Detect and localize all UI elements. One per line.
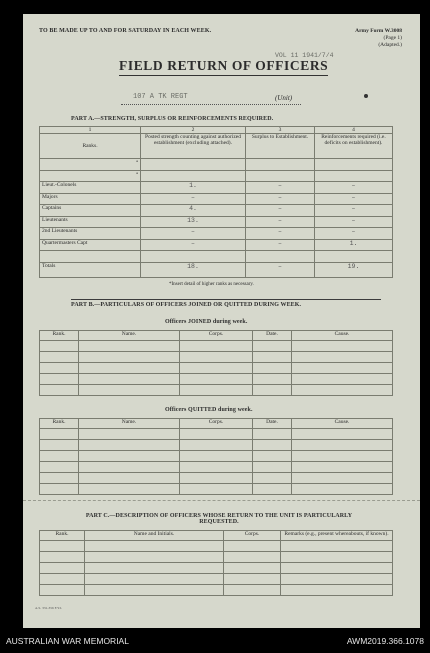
col-header: Posted strength counting against authorized establishment (excluding attached). (141, 134, 246, 159)
totals-label: Totals (40, 262, 141, 277)
totals-surplus: – (246, 262, 315, 277)
partA-heading: PART A.—STRENGTH, SURPLUS OR REINFORCEMENTS REQUIRED. (71, 116, 274, 122)
form-page: (Page 1) (383, 35, 402, 41)
posted-cell: – (141, 193, 246, 205)
fold-line (23, 500, 420, 501)
totals-posted: 18. (141, 262, 246, 277)
partC-heading (49, 513, 389, 525)
unit-label: (Unit) (275, 94, 293, 102)
col-header: Cause. (292, 331, 393, 341)
form-note: (Adapted.) (378, 42, 402, 48)
reinf-cell: – (315, 182, 393, 194)
totals-row (40, 262, 393, 277)
quitted-title: Officers QUITTED during week. (165, 407, 253, 413)
posted-cell: 13. (141, 216, 246, 228)
table-row (40, 193, 393, 205)
posted-cell: – (141, 239, 246, 251)
table-row (40, 205, 393, 217)
col-header: Name and Initials. (85, 531, 224, 541)
table-row (40, 182, 393, 194)
posted-cell: 4. (141, 205, 246, 217)
col-header: Date. (253, 419, 292, 429)
reinf-cell: 1. (315, 239, 393, 251)
table-row (40, 239, 393, 251)
table-row (40, 216, 393, 228)
rank-cell: 2nd Lieutenants (40, 228, 141, 240)
totals-reinf: 19. (315, 262, 393, 277)
posted-cell: 1. (141, 182, 246, 194)
partC-table (39, 530, 393, 596)
joined-table (39, 330, 393, 396)
joined-title: Officers JOINED during week. (165, 319, 248, 325)
rank-cell: Lieut.-Colonels (40, 182, 141, 194)
reinf-cell: – (315, 205, 393, 217)
page-title: FIELD RETURN OF OFFICERS (119, 58, 328, 76)
surplus-cell: – (246, 228, 315, 240)
surplus-cell: – (246, 216, 315, 228)
col-header: Cause. (292, 419, 393, 429)
unit-value: 107 A TK REGT (133, 93, 188, 101)
partA-table: 1 2 3 4 Ranks. Posted strength counting against authorized establishment (excluding attached). Surplus to Establishment. Reinforcements required (i.e. deficits on establishment). • • Lieut.-Colonels 1. – – Majors – – – Captains 4. – – Lieutenants 13. – – 2nd Lieutenants – – – Quartermasters Capt – – 1. Totals 18. – 19. (39, 126, 393, 278)
col-header: Rank. (40, 531, 85, 541)
col-header: Remarks (e.g., present whereabouts, if known). (281, 531, 393, 541)
footnote: *Insert detail of higher ranks as necessary. (169, 282, 254, 287)
col-header: Corps. (180, 419, 253, 429)
col-header: Reinforcements required (i.e. deficits on establishment). (315, 134, 393, 159)
col-header: Surplus to Establishment. (246, 134, 315, 159)
col-number: 1 (40, 127, 141, 134)
partC-heading-line2: REQUESTED. (199, 519, 239, 525)
form-name: Army Form W.3008 (355, 28, 402, 34)
rank-cell: Majors (40, 193, 141, 205)
archive-stamp: VOL 11 1941/7/4 (275, 52, 334, 59)
col-header: Date. (253, 331, 292, 341)
surplus-cell: – (246, 205, 315, 217)
quitted-table (39, 418, 393, 495)
archive-id: AWM2019.366.1078 (346, 636, 424, 646)
table-row (40, 228, 393, 240)
posted-cell: – (141, 228, 246, 240)
rank-cell: Quartermasters Capt (40, 239, 141, 251)
col-number: 2 (141, 127, 246, 134)
col-header: Ranks. (40, 134, 141, 159)
rank-cell: Captains (40, 205, 141, 217)
punch-mark (364, 94, 368, 98)
col-header: Rank. (40, 419, 79, 429)
col-header: Rank. (40, 331, 79, 341)
col-number: 4 (315, 127, 393, 134)
printer-mark: A.S. 331-356 F.Y.I. (35, 606, 63, 610)
col-header: Corps. (224, 531, 281, 541)
reinf-cell: – (315, 216, 393, 228)
form-number (355, 28, 402, 49)
surplus-cell: – (246, 193, 315, 205)
surplus-cell: – (246, 239, 315, 251)
surplus-cell: – (246, 182, 315, 194)
rank-cell: Lieutenants (40, 216, 141, 228)
archive-caption: AUSTRALIAN WAR MEMORIAL (6, 636, 129, 646)
col-header: Name. (79, 331, 180, 341)
reinf-cell: – (315, 228, 393, 240)
partB-heading: PART B.—PARTICULARS OF OFFICERS JOINED OR QUITTED DURING WEEK. (71, 299, 381, 308)
reinf-cell: – (315, 193, 393, 205)
header-instruction: TO BE MADE UP TO AND FOR SATURDAY IN EACH WEEK. (39, 28, 212, 34)
partC-heading-line1: PART C.—DESCRIPTION OF OFFICERS WHOSE RETURN TO THE UNIT IS PARTICULARLY (85, 513, 353, 519)
col-header: Corps. (180, 331, 253, 341)
form-sheet (23, 14, 420, 628)
col-header: Name. (79, 419, 180, 429)
col-number: 3 (246, 127, 315, 134)
